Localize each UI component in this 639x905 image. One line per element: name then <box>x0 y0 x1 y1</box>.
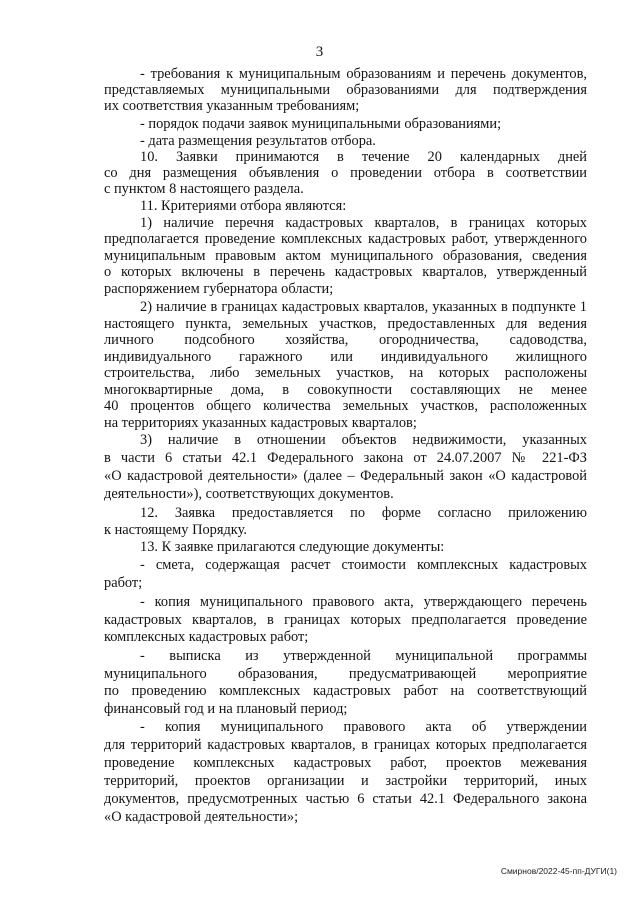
text-line: в части 6 статьи 42.1 Федерального закона от 24.07.2007 № 221-ФЗ <box>104 450 587 466</box>
text-line: к настоящему Порядку. <box>104 522 247 538</box>
text-line: - копия муниципального правового акта, утверждающего перечень <box>140 594 587 610</box>
text-line: 13. К заявке прилагаются следующие документы: <box>140 539 445 555</box>
text-line: строительства, либо земельных участков, на которых расположены <box>104 365 587 381</box>
text-line: - дата размещения результатов отбора. <box>140 133 376 149</box>
text-line: о которых включены в перечень кадастровых кварталов, утвержденный <box>104 264 587 280</box>
text-line: по проведению комплексных кадастровых работ на соответствующий <box>104 683 587 699</box>
text-line: «О кадастровой деятельности»; <box>104 809 299 825</box>
text-line: 11. Критериями отбора являются: <box>140 198 347 214</box>
text-line: - требования к муниципальным образованиям и перечень документов, <box>140 66 587 82</box>
text-line: муниципальным правовым актом муниципального образования, сведения <box>104 248 587 264</box>
text-line: их соответствия указанным требованиям; <box>104 98 360 114</box>
text-line: - порядок подачи заявок муниципальными образованиями; <box>140 116 502 132</box>
text-line: 2) наличие в границах кадастровых кварталов, указанных в подпункте 1 <box>140 299 587 315</box>
text-line: настоящего пункта, земельных участков, предоставленных для ведения <box>104 316 587 332</box>
text-line: предполагается проведение комплексных кадастровых работ, утвержденного <box>104 231 587 247</box>
text-line: проведение комплексных кадастровых работ, проектов межевания <box>104 755 587 771</box>
text-line: представляемых муниципальными образованиями для подтверждения <box>104 82 587 98</box>
text-line: работ; <box>104 575 143 591</box>
text-line: финансовый год и на плановый период; <box>104 701 348 717</box>
text-line: 12. Заявка предоставляется по форме согласно приложению <box>140 505 587 521</box>
text-line: деятельности»), соответствующих документов. <box>104 486 394 502</box>
text-line: - копия муниципального правового акта об утверждении <box>140 719 587 735</box>
text-line: кадастровых кварталов, в границах которых предполагается проведение <box>104 612 587 628</box>
text-line: со дня размещения объявления о проведении отбора в соответствии <box>104 165 587 181</box>
text-line: 40 процентов общего количества земельных участков, расположенных <box>104 398 587 414</box>
text-line: 3) наличие в отношении объектов недвижимости, указанных <box>140 432 587 448</box>
text-line: с пунктом 8 настоящего раздела. <box>104 181 304 197</box>
text-line: многоквартирные дома, в совокупности составляющих не менее <box>104 382 587 398</box>
text-line: индивидуального гаражного или индивидуального жилищного <box>104 349 587 365</box>
text-line: личного подсобного хозяйства, огородничества, садоводства, <box>104 332 587 348</box>
text-line: документов, предусмотренных частью 6 статьи 42.1 Федерального закона <box>104 791 587 807</box>
text-line: - выписка из утвержденной муниципальной программы <box>140 648 587 664</box>
page-number: 3 <box>315 44 324 60</box>
text-line: 10. Заявки принимаются в течение 20 календарных дней <box>140 149 587 165</box>
text-line: 1) наличие перечня кадастровых кварталов, в границах которых <box>140 215 587 231</box>
text-line: территорий, проектов организации и застройки территорий, иных <box>104 773 587 789</box>
text-line: распоряжением губернатора области; <box>104 281 334 297</box>
text-line: муниципального образования, предусматривающей мероприятие <box>104 666 587 682</box>
document-footer-code: Смирнов/2022-45-пп-ДУГИ(1) <box>500 866 617 876</box>
text-line: - смета, содержащая расчет стоимости комплексных кадастровых <box>140 557 587 573</box>
text-line: для территорий кадастровых кварталов, в границах которых предполагается <box>104 737 587 753</box>
text-line: на территориях указанных кадастровых кварталов; <box>104 415 417 431</box>
text-line: «О кадастровой деятельности» (далее – Федеральный закон «О кадастровой <box>104 468 587 484</box>
text-line: комплексных кадастровых работ; <box>104 629 309 645</box>
